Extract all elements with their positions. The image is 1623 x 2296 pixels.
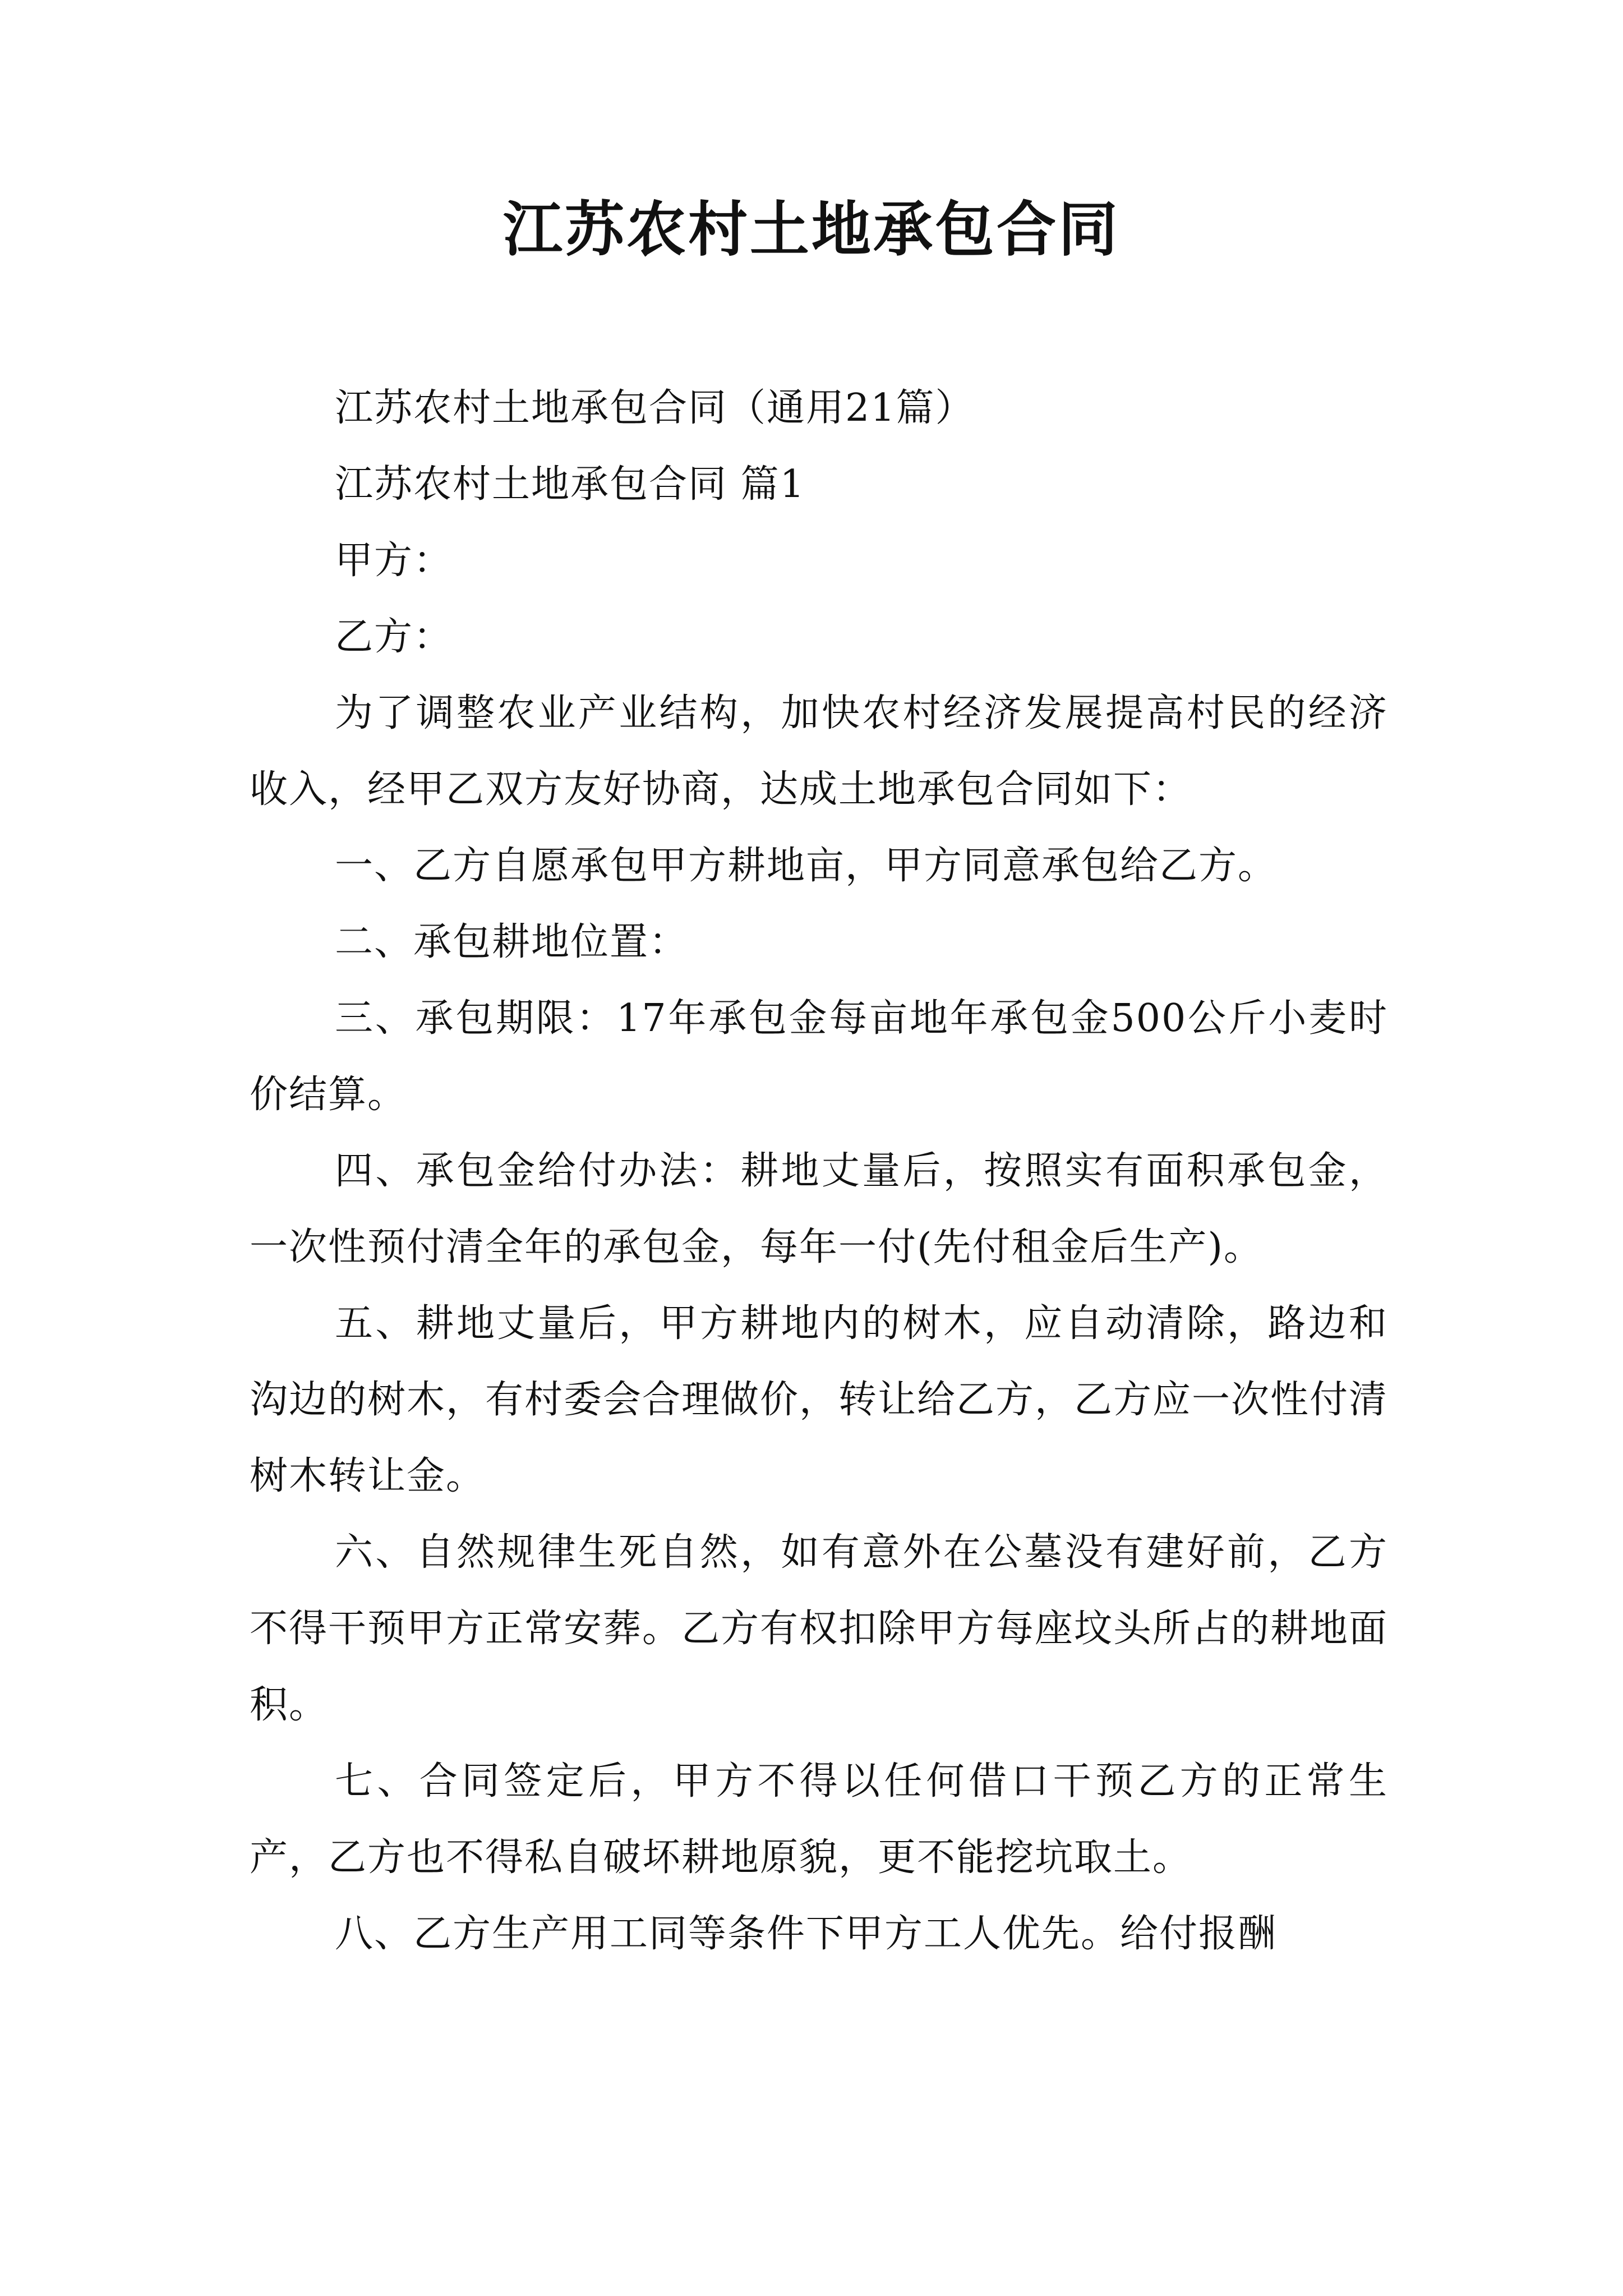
paragraph-preamble: 为了调整农业产业结构，加快农村经济发展提高村民的经济收入，经甲乙双方友好协商，达成土地承包合同如下： [250, 691, 1388, 812]
paragraph-clause-6: 六、自然规律生死自然，如有意外在公墓没有建好前，乙方不得干预甲方正常安葬。乙方有权扣除甲方每座坟头所占的耕地面积。 [250, 1530, 1389, 1727]
paragraph-clause-2: 二、承包耕地位置： [335, 920, 689, 964]
document-body [250, 370, 1388, 1972]
paragraph-clause-5: 五、耕地丈量后，甲方耕地内的树木，应自动清除，路边和沟边的树木，有村委会合理做价，转让给乙方，乙方应一次性付清树木转让金。 [250, 1301, 1389, 1498]
paragraph-clause-8: 八、乙方生产用工同等条件下甲方工人优先。给付报酬 [335, 1912, 1278, 1956]
document-title: 江苏农村土地承包合同 [503, 194, 1120, 264]
paragraph-party-a: 甲方： [335, 539, 453, 583]
paragraph-subtitle: 江苏农村土地承包合同（通用21篇） [335, 386, 975, 430]
paragraph-clause-1: 一、乙方自愿承包甲方耕地亩，甲方同意承包给乙方。 [335, 844, 1278, 888]
paragraph-party-b: 乙方： [335, 615, 453, 659]
paragraph-clause-4: 四、承包金给付办法：耕地丈量后，按照实有面积承包金，一次性预付清全年的承包金，每年一付(先付租金后生产)。 [250, 1149, 1388, 1269]
paragraph-clause-3: 三、承包期限：17年承包金每亩地年承包金500公斤小麦时价结算。 [250, 996, 1388, 1117]
paragraph-section-heading: 江苏农村土地承包合同 篇1 [335, 462, 805, 507]
paragraph-clause-7: 七、合同签定后，甲方不得以任何借口干预乙方的正常生产，乙方也不得私自破坏耕地原貌，更不能挖坑取土。 [250, 1759, 1388, 1880]
